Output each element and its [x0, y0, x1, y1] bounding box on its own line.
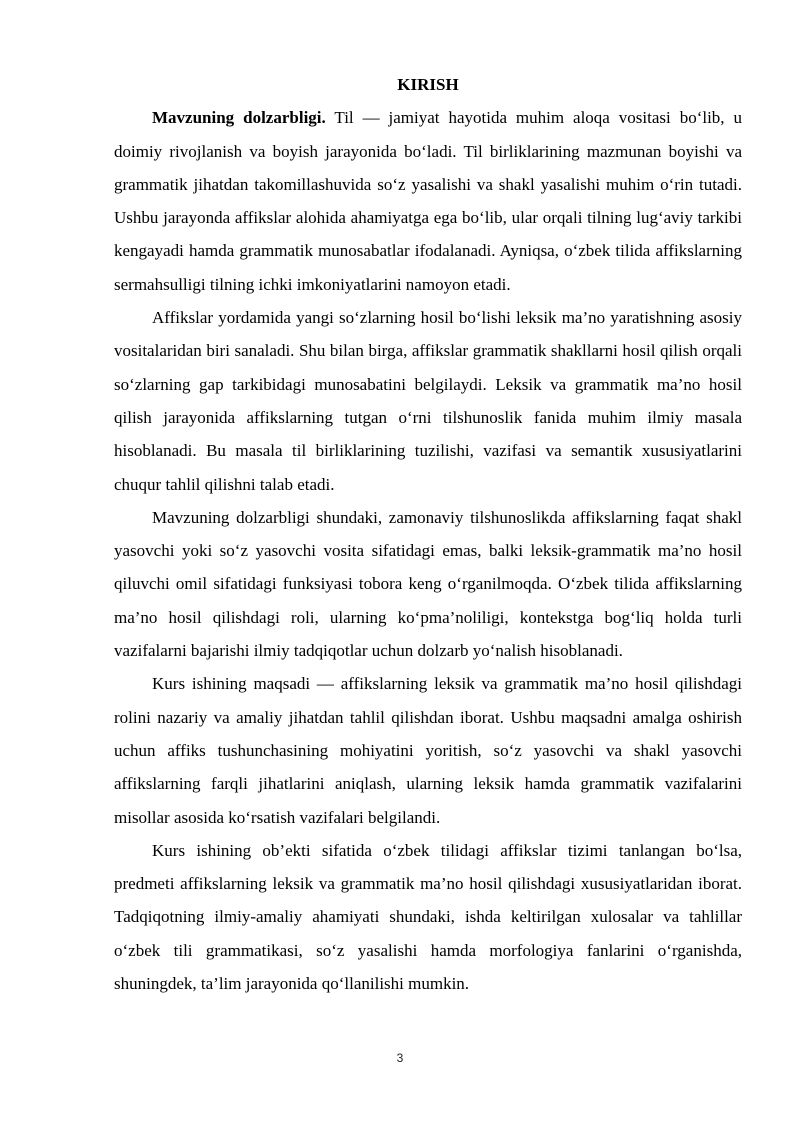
paragraph-text: Kurs ishining ob’ekti sifatida o‘zbek tilidagi affikslar tizimi tanlangan bo‘lsa, predmeti affikslarning leksik va grammatik ma’no hosil qilishdagi xususiyatlaridan iborat. Tadqiqotning ilmiy-amaliy ahamiyati shundaki, ishda keltirilgan xulosalar va tahlillar o‘zbek tili grammatikasi, so‘z yasalishi hamda morfologiya fanlarini o‘rganishda, shuningdek, ta’lim jarayonida qo‘llanilishi mumkin.	[114, 840, 742, 994]
paragraph-topic-relevance	[114, 501, 742, 667]
paragraph-object	[114, 834, 742, 1000]
page-content	[114, 68, 742, 1000]
paragraph-text: Mavzuning dolzarbligi shundaki, zamonaviy tilshunoslikda affikslarning faqat shakl yasovchi yoki so‘z yasovchi vosita sifatidagi emas, balki leksik-grammatik ma’no hosil qiluvchi omil sifatidagi funksiyasi tobora keng o‘rganilmoqda. O‘zbek tilida affikslarning ma’no hosil qilishdagi roli, ularning ko‘pma’noliligi, kontekstga bog‘liq holda turli vazifalarni bajarishi ilmiy tadqiqotlar uchun dolzarb yo‘nalish hisoblanadi.	[114, 507, 742, 661]
paragraph-lead: Mavzuning dolzarbligi.	[152, 108, 326, 128]
paragraph-relevance	[114, 101, 742, 301]
page-number: 3	[396, 1051, 404, 1065]
paragraph-text: Kurs ishining maqsadi — affikslarning leksik va grammatik ma’no hosil qilishdagi rolini nazariy va amaliy jihatdan tahlil qilishdan iborat. Ushbu maqsadni amalga oshirish uchun affiks tushunchasining mohiyatini yoritish, so‘z yasovchi va shakl yasovchi affikslarning farqli jihatlarini aniqlash, ularning leksik hamda grammatik vazifalarini misollar asosida ko‘rsatish vazifalari belgilandi.	[114, 674, 742, 827]
paragraph-text: Til — jamiyat hayotida muhim aloqa vositasi bo‘lib, u doimiy rivojlanish va boyish jarayonida bo‘ladi. Til birliklarining mazmunan boyishi va grammatik jihatdan takomillashuvida so‘z yasalishi va shakl yasalishi muhim o‘rin tutadi. Ushbu jarayonda affikslar alohida ahamiyatga ega bo‘lib, ular orqali tilning lug‘aviy tarkibi kengayadi hamda grammatik munosabatlar ifodalanadi. Ayniqsa, o‘zbek tilida affikslarning sermahsulligi tilning ichki imkoniyatlarini namoyon etadi.	[114, 108, 742, 294]
section-title: KIRISH	[397, 75, 459, 94]
paragraph-goal	[114, 667, 742, 833]
paragraph-text: Affikslar yordamida yangi so‘zlarning hosil bo‘lishi leksik ma’no yaratishning asosiy vositalaridan biri sanaladi. Shu bilan birga, affikslar grammatik shakllarni hosil qilish orqali so‘zlarning gap tarkibidagi munosabatini belgilaydi. Leksik va grammatik ma’no hosil qilish jarayonida affikslarning tutgan o‘rni tilshunoslik fanida muhim ilmiy masala hisoblanadi. Bu masala til birliklarining tuzilishi, vazifasi va semantik xususiyatlarini chuqur tahlil qilishni talab etadi.	[114, 308, 742, 494]
paragraph-affixes	[114, 301, 742, 501]
